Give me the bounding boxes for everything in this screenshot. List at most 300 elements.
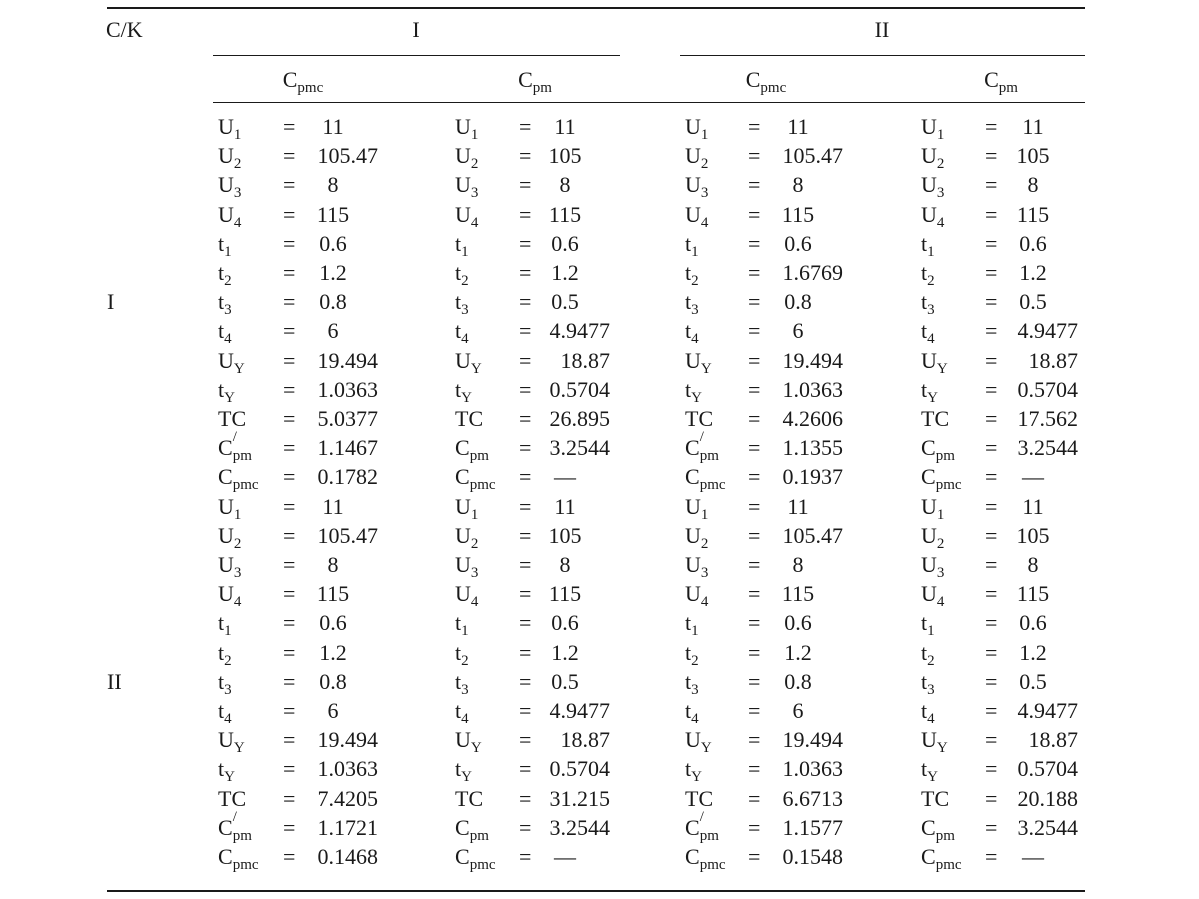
symbol-subscript: Y (470, 740, 482, 757)
equals-sign: = (748, 172, 761, 198)
symbol-subscript: Y (700, 740, 712, 757)
symbol-base: U (218, 581, 234, 607)
cell-symbol (685, 115, 708, 142)
equals-sign: = (283, 376, 296, 402)
cell-symbol (218, 319, 232, 346)
cell-symbol (685, 144, 708, 171)
cell-value: 6.6713 (782, 785, 843, 811)
cell-symbol (455, 641, 469, 668)
sub-header-Cpmc (706, 68, 826, 95)
cell-symbol (921, 203, 944, 230)
cell-symbol (921, 290, 935, 317)
cell-value: 4.9477 (549, 318, 610, 344)
cell-value: 0.1937 (782, 464, 843, 490)
symbol-subscript: 4 (224, 711, 232, 727)
cell-symbol (218, 349, 245, 376)
equals-sign: = (283, 260, 296, 285)
symbol-subscript: 2 (691, 652, 699, 669)
cell-value: — (554, 464, 576, 490)
symbol-subscript: Y (691, 769, 702, 786)
equals-sign: = (283, 814, 296, 840)
equals-sign: = (519, 230, 532, 256)
cell-symbol (218, 611, 232, 638)
symbol-base: t (455, 289, 462, 315)
symbol-base: t (218, 376, 225, 402)
symbol-subscript: 4 (927, 331, 935, 348)
equals-sign: = (985, 230, 998, 256)
equals-sign: = (985, 522, 998, 548)
cell-symbol (218, 808, 252, 844)
symbol-subscript: 2 (233, 156, 242, 173)
symbol-subscript: pmc (469, 857, 496, 873)
equals-sign: = (519, 668, 532, 694)
cell-value: 6 (327, 698, 339, 723)
cell-symbol (921, 611, 935, 638)
cell-symbol (921, 728, 948, 755)
symbol-subscript: 2 (700, 535, 709, 552)
symbol-subscript: 1 (461, 243, 469, 260)
symbol-base: t (685, 756, 692, 782)
cell-symbol (685, 261, 699, 288)
cell-symbol (921, 845, 962, 872)
equals-sign: = (283, 610, 296, 636)
symbol-base: t (455, 260, 462, 285)
symbol-base: t (685, 639, 692, 665)
equals-sign: = (748, 260, 761, 285)
equals-sign: = (748, 347, 761, 373)
symbol-base: U (218, 552, 234, 577)
symbol-subscript: 3 (224, 302, 232, 319)
symbol-base: U (455, 493, 471, 519)
symbol-base: t (921, 260, 928, 285)
symbol-base: TC (685, 785, 714, 811)
equals-sign: = (748, 610, 761, 636)
symbol-subscript: 3 (691, 302, 699, 319)
symbol-base: C (218, 464, 233, 490)
cell-symbol (921, 232, 935, 259)
symbol-base: C (921, 814, 936, 840)
cell-value: 6 (327, 318, 339, 344)
symbol-base: U (685, 581, 701, 607)
equals-sign: = (985, 376, 998, 402)
cell-value: 1.1467 (317, 435, 378, 461)
equals-sign: = (748, 814, 761, 840)
symbol-base: TC (455, 406, 484, 431)
cell-value: 8 (1027, 552, 1039, 577)
cell-value: — (1022, 464, 1044, 490)
equals-sign: = (985, 698, 998, 723)
symbol-subscript: 4 (700, 594, 709, 611)
symbol-base: C (218, 844, 233, 869)
cell-symbol (685, 319, 699, 346)
cell-value: 8 (327, 552, 339, 577)
cell-value: 115 (1016, 201, 1050, 227)
symbol-base: C (455, 814, 470, 840)
cell-value: 31.215 (549, 785, 610, 811)
cell-symbol (218, 582, 241, 609)
symbol-base: C (218, 814, 233, 840)
symbol-subscript: Y (927, 769, 938, 786)
equals-sign: = (519, 756, 532, 782)
symbol-base: t (921, 756, 928, 782)
cell-value: — (1022, 844, 1044, 869)
symbol-base: C (455, 844, 470, 869)
cell-symbol (218, 699, 232, 726)
row-group-label: II (107, 668, 122, 694)
symbol-base: U (685, 143, 701, 169)
cell-symbol (455, 728, 482, 755)
cell-value: 17.562 (1017, 406, 1078, 431)
symbol-base: t (685, 260, 692, 285)
symbol-subscript: 4 (461, 331, 469, 348)
symbol-subscript: pmc (297, 80, 324, 96)
symbol-subscript: 4 (461, 711, 469, 727)
symbol-base: t (921, 376, 928, 402)
equals-sign: = (748, 493, 761, 519)
cell-value: 1.0363 (782, 756, 843, 782)
cell-value: 0.5 (551, 289, 579, 315)
cell-symbol (455, 144, 478, 171)
symbol-subscript: pm (232, 448, 252, 465)
symbol-base: C (218, 435, 233, 461)
cell-value: 18.87 (560, 727, 610, 753)
cell-symbol (455, 261, 469, 288)
equals-sign: = (283, 435, 296, 461)
cell-value: 105.47 (782, 143, 843, 169)
cell-value: 11 (787, 114, 809, 139)
equals-sign: = (985, 347, 998, 373)
symbol-base: t (218, 668, 225, 694)
equals-sign: = (748, 522, 761, 548)
equals-sign: = (985, 289, 998, 315)
symbol-subscript: 1 (224, 243, 232, 260)
sub-header-Cpm (475, 68, 595, 95)
cell-value: 1.0363 (782, 376, 843, 402)
equals-sign: = (283, 289, 296, 315)
cell-symbol (685, 524, 708, 551)
symbol-base: U (921, 522, 937, 548)
cell-symbol (685, 582, 708, 609)
equals-sign: = (283, 493, 296, 519)
symbol-base: C (685, 464, 700, 490)
group-II-underline (680, 55, 1085, 56)
equals-sign: = (748, 318, 761, 344)
symbol-subscript: pm (998, 80, 1018, 96)
symbol-base: t (921, 668, 928, 694)
symbol-prime: / (232, 808, 237, 825)
cell-symbol (685, 611, 699, 638)
cell-value: 1.2 (551, 639, 579, 665)
cell-symbol (921, 641, 935, 668)
cell-value: 0.1468 (317, 844, 378, 869)
cell-value: 0.8 (319, 668, 347, 694)
symbol-subscript: 2 (224, 273, 232, 289)
symbol-subscript: 2 (224, 652, 232, 669)
cell-symbol (921, 816, 955, 843)
cell-symbol (455, 582, 478, 609)
equals-sign: = (283, 581, 296, 607)
symbol-subscript: pmc (699, 857, 726, 873)
symbol-base: t (685, 610, 692, 636)
symbol-subscript: 2 (691, 273, 699, 289)
cell-symbol (685, 845, 726, 872)
symbol-base: C (518, 67, 533, 92)
symbol-subscript: pmc (232, 857, 259, 873)
symbol-subscript: 1 (700, 506, 709, 523)
cell-symbol (685, 808, 719, 844)
symbol-base: t (921, 610, 928, 636)
cell-value: 11 (1022, 493, 1044, 519)
symbol-subscript: pm (232, 827, 252, 844)
symbol-base: U (685, 493, 701, 519)
equals-sign: = (748, 289, 761, 315)
cell-value: 0.6 (551, 610, 579, 636)
symbol-base: U (921, 172, 937, 198)
equals-sign: = (519, 143, 532, 169)
symbol-base: t (685, 668, 692, 694)
cell-value: 0.5704 (549, 376, 610, 402)
cell-symbol (455, 173, 478, 200)
equals-sign: = (519, 522, 532, 548)
cell-symbol (685, 378, 702, 405)
symbol-base: t (455, 639, 462, 665)
equals-sign: = (283, 727, 296, 753)
symbol-base: t (455, 698, 462, 723)
cell-value: 0.5 (551, 668, 579, 694)
cell-value: 115 (781, 201, 815, 227)
equals-sign: = (283, 552, 296, 577)
equals-sign: = (748, 668, 761, 694)
symbol-base: U (921, 493, 937, 519)
cell-value: 19.494 (317, 727, 378, 753)
equals-sign: = (748, 581, 761, 607)
symbol-subscript: 1 (691, 243, 699, 260)
symbol-subscript: 4 (700, 214, 709, 231)
symbol-subscript: Y (927, 389, 938, 406)
cell-symbol (685, 173, 708, 200)
symbol-base: U (921, 581, 937, 607)
cell-value: 0.5704 (549, 756, 610, 782)
cell-symbol (218, 144, 241, 171)
cell-value: 115 (548, 201, 582, 227)
symbol-base: U (685, 727, 701, 753)
symbol-subscript: 4 (233, 214, 242, 231)
header-rule (213, 102, 1085, 103)
cell-value: 0.1782 (317, 464, 378, 490)
symbol-base: C (282, 67, 298, 92)
symbol-base: U (218, 727, 234, 753)
cell-value: 4.9477 (1017, 698, 1078, 723)
cell-value: 6 (792, 698, 804, 723)
cell-value: 11 (322, 493, 344, 519)
symbol-subscript: pmc (699, 477, 726, 494)
group-header-I: I (412, 17, 420, 42)
sub-header-Cpmc (243, 68, 363, 95)
symbol-base: C (685, 814, 700, 840)
symbol-subscript: Y (691, 389, 702, 406)
symbol-subscript: 1 (470, 506, 479, 523)
cell-symbol (455, 553, 478, 580)
symbol-base: C (685, 844, 700, 869)
symbol-subscript: 3 (927, 302, 935, 319)
equals-sign: = (283, 143, 296, 169)
cell-symbol (685, 232, 699, 259)
symbol-subscript: 4 (224, 331, 232, 348)
cell-symbol (218, 429, 252, 465)
cell-value: 105.47 (317, 143, 378, 169)
symbol-base: U (218, 201, 234, 227)
cell-value: 1.2 (319, 639, 347, 665)
symbol-subscript: Y (224, 389, 235, 406)
cell-symbol (921, 319, 935, 346)
cell-value: 11 (787, 493, 809, 519)
cell-value: 0.1548 (782, 844, 843, 869)
equals-sign: = (985, 464, 998, 490)
cell-value: 105.47 (317, 522, 378, 548)
equals-sign: = (748, 464, 761, 490)
symbol-base: C (984, 67, 999, 92)
cell-value: 19.494 (782, 727, 843, 753)
cell-symbol (455, 349, 482, 376)
symbol-subscript: 2 (936, 156, 945, 173)
symbol-subscript: Y (936, 740, 948, 757)
cell-symbol (218, 524, 241, 551)
symbol-subscript: 3 (700, 185, 709, 202)
symbol-base: C (921, 844, 936, 869)
symbol-subscript: 2 (470, 535, 479, 552)
equals-sign: = (985, 756, 998, 782)
equals-sign: = (985, 435, 998, 461)
equals-sign: = (519, 493, 532, 519)
cell-symbol (218, 728, 245, 755)
symbol-base: U (921, 727, 937, 753)
cell-symbol (218, 845, 259, 872)
cell-symbol (218, 757, 235, 784)
cell-value: 11 (322, 114, 344, 139)
cell-value: 0.8 (784, 289, 812, 315)
symbol-subscript: 4 (691, 331, 699, 348)
symbol-subscript: Y (461, 769, 472, 786)
symbol-subscript: pmc (232, 477, 259, 494)
equals-sign: = (985, 406, 998, 431)
symbol-base: U (218, 143, 234, 169)
cell-symbol (455, 319, 469, 346)
symbol-base: t (921, 639, 928, 665)
symbol-subscript: 2 (461, 652, 469, 669)
cell-symbol (218, 232, 232, 259)
cell-symbol (218, 290, 232, 317)
cell-value: 115 (548, 581, 582, 607)
cell-value: 0.6 (784, 610, 812, 636)
symbol-base: U (455, 522, 471, 548)
equals-sign: = (519, 464, 532, 490)
symbol-subscript: 1 (224, 623, 232, 640)
equals-sign: = (283, 785, 296, 811)
equals-sign: = (283, 522, 296, 548)
cell-value: 8 (1027, 172, 1039, 198)
cell-value: 0.6 (1019, 230, 1047, 256)
cell-symbol (455, 290, 469, 317)
cell-value: 1.1721 (317, 814, 378, 840)
cell-value: 0.6 (784, 230, 812, 256)
symbol-subscript: pmc (469, 477, 496, 494)
symbol-subscript: 3 (470, 185, 479, 202)
symbol-base: t (218, 756, 225, 782)
equals-sign: = (519, 376, 532, 402)
cell-value: 1.1355 (782, 435, 843, 461)
equals-sign: = (283, 464, 296, 490)
equals-sign: = (283, 639, 296, 665)
symbol-base: t (218, 260, 225, 285)
cell-value: 1.1577 (782, 814, 843, 840)
equals-sign: = (519, 114, 532, 139)
cell-symbol (455, 203, 478, 230)
cell-value: 18.87 (1028, 347, 1078, 373)
equals-sign: = (283, 114, 296, 139)
symbol-subscript: 3 (233, 185, 242, 202)
symbol-subscript: 3 (470, 565, 479, 581)
cell-value: 115 (316, 201, 350, 227)
symbol-base: U (685, 522, 701, 548)
symbol-base: t (685, 289, 692, 315)
equals-sign: = (985, 552, 998, 577)
cell-value: 19.494 (317, 347, 378, 373)
symbol-base: TC (218, 785, 247, 811)
symbol-subscript: 4 (691, 711, 699, 727)
equals-sign: = (985, 201, 998, 227)
cell-value: 3.2544 (549, 814, 610, 840)
symbol-base: TC (921, 785, 950, 811)
symbol-subscript: Y (224, 769, 235, 786)
symbol-subscript: Y (700, 360, 712, 377)
cell-value: 115 (781, 581, 815, 607)
cell-symbol (455, 495, 478, 522)
symbol-prime: / (699, 808, 704, 825)
cell-symbol (685, 728, 712, 755)
cell-value: 0.6 (551, 230, 579, 256)
cell-symbol (218, 173, 241, 200)
cell-value: 0.6 (319, 610, 347, 636)
cell-symbol (921, 757, 938, 784)
cell-value: 0.5 (1019, 668, 1047, 694)
symbol-base: TC (218, 406, 247, 431)
cell-value: 0.8 (319, 289, 347, 315)
symbol-subscript: 1 (691, 623, 699, 640)
cell-symbol (455, 436, 489, 463)
symbol-base: U (218, 493, 234, 519)
symbol-subscript: 2 (927, 273, 935, 289)
symbol-base: U (455, 727, 471, 753)
symbol-subscript: Y (470, 360, 482, 377)
equals-sign: = (985, 727, 998, 753)
equals-sign: = (985, 814, 998, 840)
cell-value: 1.2 (1019, 260, 1047, 285)
corner-label: C/K (106, 17, 143, 42)
cell-symbol (455, 787, 483, 811)
equals-sign: = (748, 639, 761, 665)
cell-value: 1.2 (784, 639, 812, 665)
row-group-label: I (107, 289, 115, 315)
symbol-base: U (921, 143, 937, 169)
bottom-rule (107, 890, 1085, 892)
cell-symbol (921, 553, 944, 580)
cell-value: 0.5 (1019, 289, 1047, 315)
symbol-subscript: pm (469, 448, 489, 465)
cell-value: 19.494 (782, 347, 843, 373)
cell-value: 18.87 (560, 347, 610, 373)
symbol-base: U (921, 114, 937, 139)
top-rule (107, 7, 1085, 9)
